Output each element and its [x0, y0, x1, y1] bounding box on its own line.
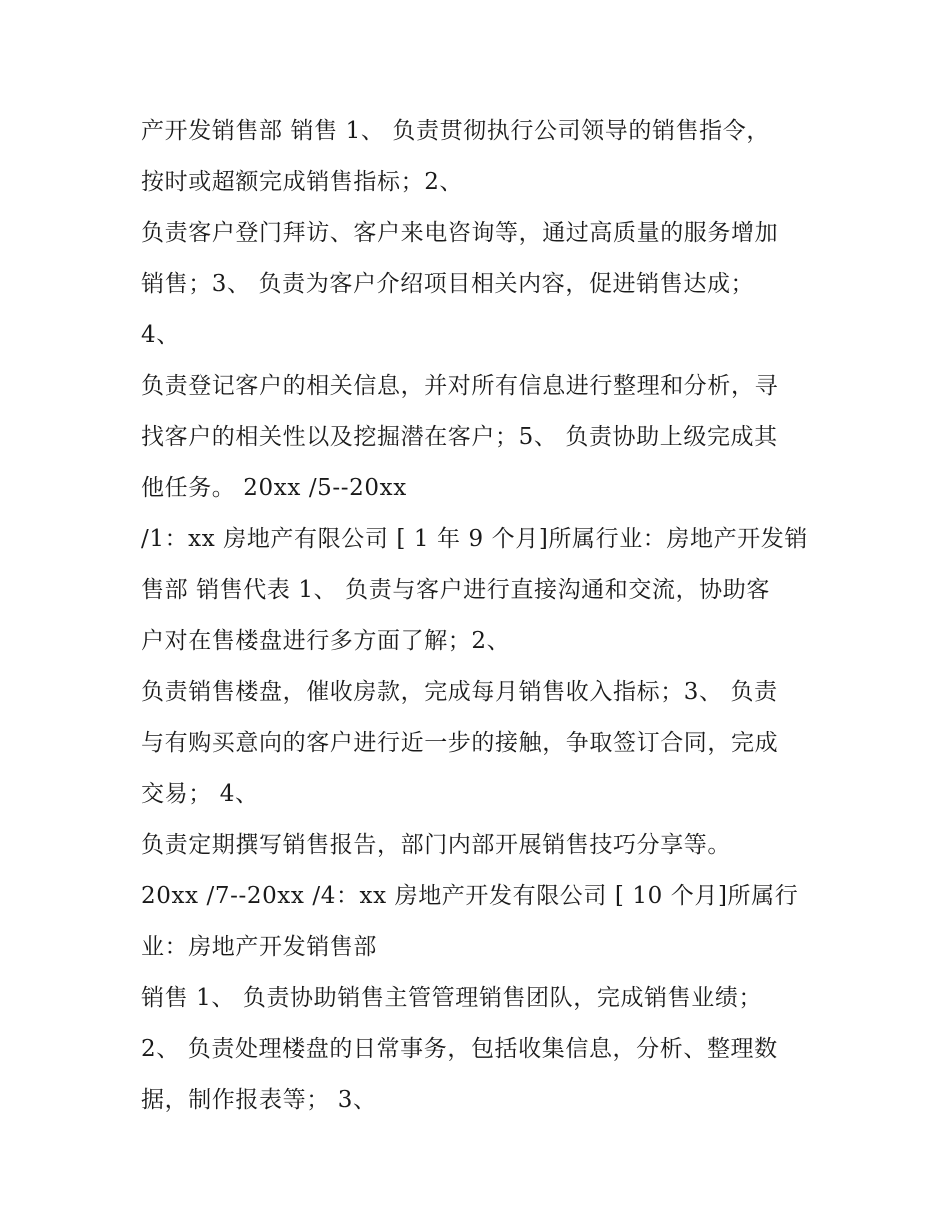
text-line-16: 20xx /7--20xx /4：xx 房地产开发有限公司 [ 10 个月]所属行 [141, 883, 799, 909]
text-line-20: 据，制作报表等； 3、 [141, 1087, 377, 1113]
text-line-18: 销售 1、 负责协助销售主管管理销售团队，完成销售业绩； [141, 985, 763, 1011]
text-line-10: 售部 销售代表 1、 负责与客户进行直接沟通和交流，协助客 [141, 577, 770, 603]
text-line-5: 4、 [141, 322, 180, 348]
body-text [141, 106, 831, 1126]
text-line-1: 产开发销售部 销售 1、 负责贯彻执行公司领导的销售指令， [141, 118, 770, 144]
text-line-19: 2、 负责处理楼盘的日常事务，包括收集信息，分析、整理数 [141, 1036, 778, 1062]
text-line-2: 按时或超额完成销售指标；2、 [141, 169, 464, 195]
text-line-14: 交易； 4、 [141, 781, 259, 807]
text-line-8: 他任务。 20xx /5--20xx [141, 475, 407, 501]
text-line-17: 业：房地产开发销售部 [141, 934, 377, 960]
text-line-3: 负责客户登门拜访、客户来电咨询等，通过高质量的服务增加 [141, 220, 779, 246]
text-line-4: 销售；3、 负责为客户介绍项目相关内容，促进销售达成； [141, 271, 755, 297]
text-line-13: 与有购买意向的客户进行近一步的接触，争取签订合同，完成 [141, 730, 779, 756]
text-line-6: 负责登记客户的相关信息，并对所有信息进行整理和分析，寻 [141, 373, 779, 399]
text-line-15: 负责定期撰写销售报告，部门内部开展销售技巧分享等。 [141, 832, 731, 858]
text-line-12: 负责销售楼盘，催收房款，完成每月销售收入指标；3、 负责 [141, 679, 778, 705]
text-line-9: /1：xx 房地产有限公司 [ 1 年 9 个月]所属行业：房地产开发销 [141, 526, 809, 552]
text-line-7: 找客户的相关性以及挖掘潜在客户；5、 负责协助上级完成其 [141, 424, 778, 450]
text-line-11: 户对在售楼盘进行多方面了解；2、 [141, 628, 511, 654]
